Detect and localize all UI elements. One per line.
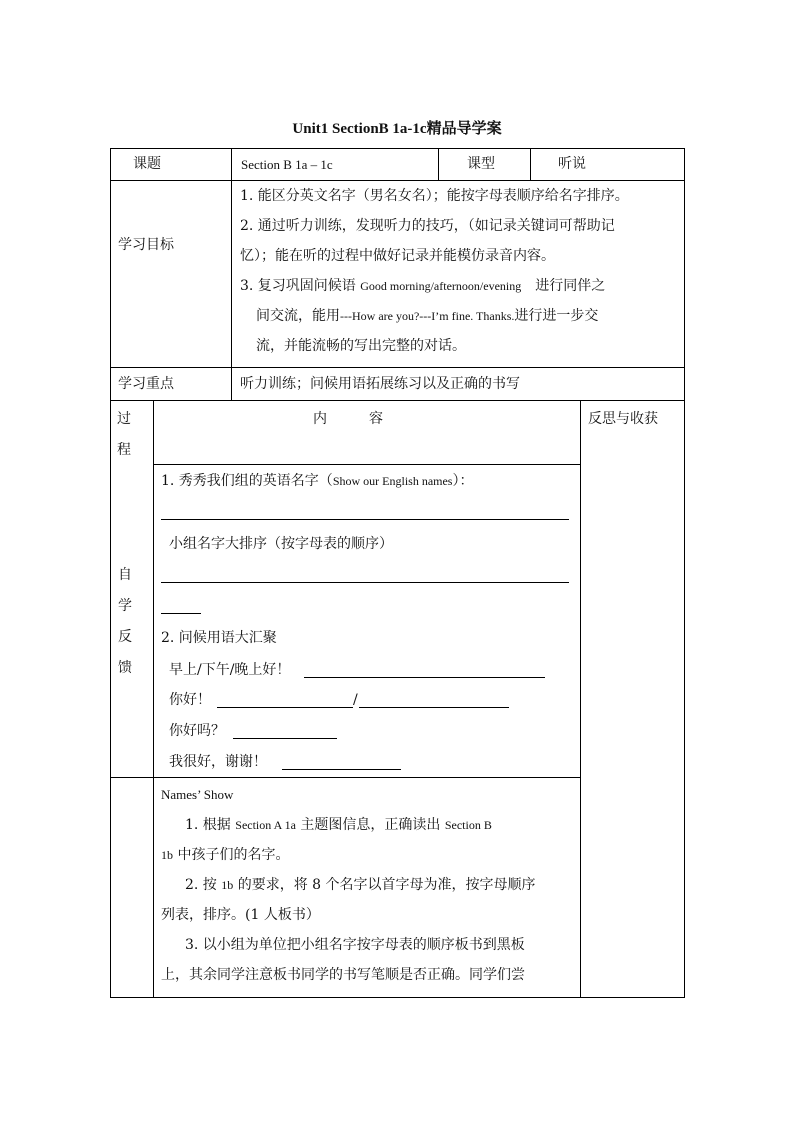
topic-label: 课题 xyxy=(133,156,161,172)
answer-line xyxy=(233,738,337,739)
activity-title: Names’ Show xyxy=(161,787,234,802)
activity-step-2: 2. 按 1b 的要求，将 8 个名字以首字母为准，按字母顺序 xyxy=(185,877,536,893)
column-divider xyxy=(231,148,232,400)
goal-item-3-cont: 间交流，能用---How are you?---I’m fine. Thanks.进行进一步交 xyxy=(256,308,599,324)
column-divider xyxy=(580,400,581,998)
greeting-prompt: 你好！ xyxy=(169,692,211,708)
goal-item-3-end: 流，并能流畅的写出完整的对话。 xyxy=(256,338,466,354)
topic-value: Section B 1a – 1c xyxy=(241,157,333,172)
question-1: 1. 秀秀我们组的英语名字（Show our English names）： xyxy=(161,473,474,489)
reflection-label: 反思与收获 xyxy=(588,411,658,427)
answer-line xyxy=(282,769,401,770)
type-value: 听说 xyxy=(558,156,586,172)
activity-step-2-cont: 列表，排序。(1 人板书） xyxy=(161,907,320,923)
content-label: 内 容 xyxy=(313,411,383,427)
answer-line xyxy=(217,707,353,708)
slash: / xyxy=(353,692,358,708)
greeting-prompt: 早上/下午/晚上好！ xyxy=(169,662,291,678)
question-2: 2. 问候用语大汇聚 xyxy=(161,630,277,646)
activity-content xyxy=(161,810,576,990)
goals-content xyxy=(240,181,680,361)
answer-line xyxy=(304,677,545,678)
activity-step-3: 3. 以小组为单位把小组名字按字母表的顺序板书到黑板 xyxy=(185,937,525,953)
row-divider xyxy=(110,400,685,401)
row-divider xyxy=(110,777,580,778)
self-study-label: 自 学 反 馈 xyxy=(118,567,132,676)
answer-line xyxy=(359,707,509,708)
activity-step-3-cont: 上，其余同学注意板书同学的书写笔顺是否正确。同学们尝 xyxy=(161,967,525,983)
goal-item-3: 3. 复习巩固问候语 Good morning/afternoon/evening 进行同伴之 xyxy=(240,278,606,294)
focus-label: 学习重点 xyxy=(118,376,174,392)
activity-step-1-cont: 1b 中孩子们的名字。 xyxy=(161,847,290,863)
goal-item-1: 1. 能区分英文名字（男名女名）；能按字母表顺序给名字排序。 xyxy=(240,188,629,204)
answer-line xyxy=(161,519,569,520)
column-divider xyxy=(530,148,531,180)
activity-step-1: 1. 根据 Section A 1a 主题图信息，正确读出 Section B xyxy=(185,817,492,833)
goal-item-2: 2. 通过听力训练，发现听力的技巧，（如记录关键词可帮助记 xyxy=(240,218,615,234)
page-title: Unit1 SectionB 1a-1c精品导学案 xyxy=(292,121,502,137)
type-label: 课型 xyxy=(467,156,495,172)
column-divider xyxy=(153,400,154,998)
greeting-prompt: 我很好，谢谢！ xyxy=(169,754,267,770)
focus-value: 听力训练；问候用语拓展练习以及正确的书写 xyxy=(240,376,520,392)
answer-line xyxy=(161,582,569,583)
column-divider xyxy=(438,148,439,180)
question-1-sub: 小组名字大排序（按字母表的顺序） xyxy=(169,536,393,552)
row-divider xyxy=(153,464,580,465)
process-label: 程 xyxy=(117,442,131,458)
process-label: 过 xyxy=(117,411,131,427)
greeting-prompt: 你好吗？ xyxy=(169,723,225,739)
goals-label: 学习目标 xyxy=(118,237,174,253)
goal-item-2-cont: 忆）；能在听的过程中做好记录并能模仿录音内容。 xyxy=(240,248,555,264)
answer-line xyxy=(161,613,201,614)
row-divider xyxy=(110,367,685,368)
